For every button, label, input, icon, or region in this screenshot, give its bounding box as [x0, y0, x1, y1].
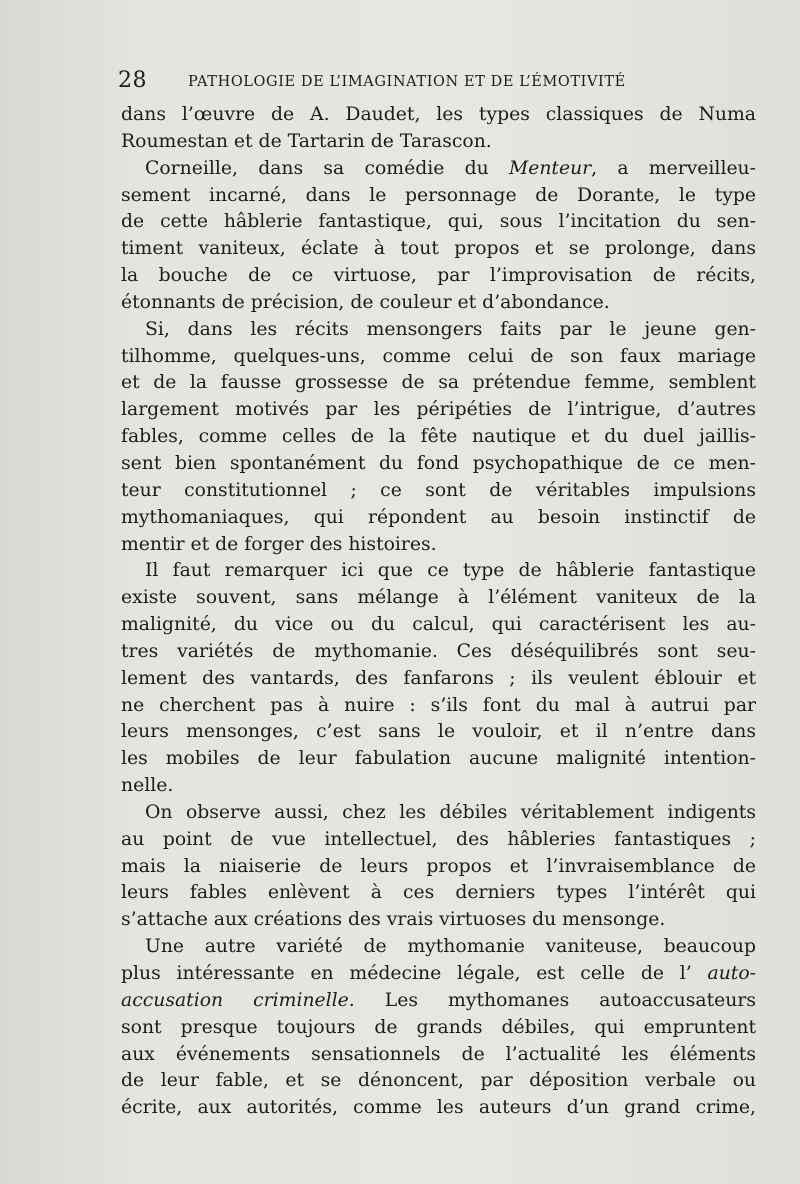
- text-line: [121, 156, 756, 183]
- text-line: et de la fausse grossesse de sa prétendue femme, semblent: [121, 372, 756, 394]
- text-line: mentir et de forger des histoires.: [121, 533, 437, 555]
- text-line: s’attache aux créations des vrais virtuoses du mensonge.: [121, 909, 666, 931]
- text-line: leurs mensonges, c’est sans le vouloir, et il n’entre dans: [121, 721, 756, 743]
- text-line: de leur fable, et se dénoncent, par déposition verbale ou: [121, 1070, 756, 1092]
- text-line: mais la niaiserie de leurs propos et l’invraisemblance de: [121, 855, 756, 877]
- italic-text: auto-: [707, 963, 756, 984]
- text-line: dans l’œuvre de A. Daudet, les types classiques de Numa: [121, 104, 756, 125]
- italic-text: Menteur: [508, 157, 592, 179]
- text-line: tilhomme, quelques-uns, comme celui de son faux mariage: [121, 345, 756, 367]
- text-line: On observe aussi, chez les débiles véritablement indigents: [145, 801, 756, 823]
- text-line: leurs fables enlèvent à ces derniers types l’intérêt qui: [121, 882, 756, 904]
- text-line: la bouche de ce virtuose, par l’improvisation de récits,: [121, 265, 756, 287]
- text-line: Si, dans les récits mensongers faits par le jeune gen-: [145, 318, 756, 340]
- text-line: ne cherchent pas à nuire : s’ils font du mal à autrui par: [121, 694, 756, 716]
- text-line: teur constitutionnel ; ce sont de véritables impulsions: [121, 479, 756, 501]
- running-head: PATHOLOGIE DE L’IMAGINATION ET DE L’ÉMOTIVITÉ: [188, 74, 626, 90]
- text-line: Il faut remarquer ici que ce type de hâblerie fantastique: [145, 560, 756, 582]
- text-line: malignité, du vice ou du calcul, qui caractérisent les au-: [121, 614, 756, 636]
- text-line: Roumestan et de Tartarin de Tarascon.: [121, 130, 492, 152]
- text-line: sont presque toujours de grands débiles, qui empruntent: [121, 1016, 756, 1038]
- line-text: plus intéressante en médecine légale, est celle de l’: [121, 963, 708, 984]
- text-line: écrite, aux autorités, comme les auteurs d’un grand crime,: [121, 1097, 756, 1119]
- text-line: sent bien spontanément du fond psychopathique de ce men-: [121, 452, 756, 474]
- text-line: Une autre variété de mythomanie vaniteuse, beaucoup: [145, 936, 756, 958]
- page-header: [118, 66, 718, 100]
- text-line: [121, 988, 756, 1015]
- line-text: Corneille, dans sa comédie du: [145, 157, 509, 179]
- text-line: de cette hâblerie fantastique, qui, sous l’incitation du sen-: [121, 211, 756, 233]
- text-line: [121, 961, 756, 988]
- text-line: au point de vue intellectuel, des hâbleries fantastiques ;: [121, 828, 756, 850]
- text-line: étonnants de précision, de couleur et d’abondance.: [121, 291, 610, 313]
- text-line: les mobiles de leur fabulation aucune malignité intention-: [121, 748, 756, 770]
- text-line: nelle.: [121, 775, 174, 797]
- text-line: aux événements sensationnels de l’actualité les éléments: [121, 1043, 756, 1065]
- body-text: [121, 102, 756, 1122]
- text-line: largement motivés par les péripéties de l’intrigue, d’autres: [121, 399, 756, 421]
- text-line: sement incarné, dans le personnage de Dorante, le type: [121, 184, 756, 206]
- text-line: existe souvent, sans mélange à l’élément vaniteux de la: [121, 587, 756, 609]
- text-line: tres variétés de mythomanie. Ces déséquilibrés sont seu-: [121, 640, 756, 662]
- text-line: mythomaniaques, qui répondent au besoin instinctif de: [121, 506, 756, 528]
- text-line: fables, comme celles de la fête nautique et du duel jaillis-: [121, 426, 756, 448]
- text-line: timent vaniteux, éclate à tout propos et se prolonge, dans: [121, 238, 756, 260]
- text-line: lement des vantards, des fanfarons ; ils veulent éblouir et: [121, 667, 756, 689]
- line-text: , a merveilleu-: [591, 157, 757, 179]
- line-text: Les mythomanes autoaccusateurs: [354, 989, 756, 1011]
- italic-text: accusation criminelle.: [121, 989, 355, 1011]
- page-number: 28: [118, 68, 147, 93]
